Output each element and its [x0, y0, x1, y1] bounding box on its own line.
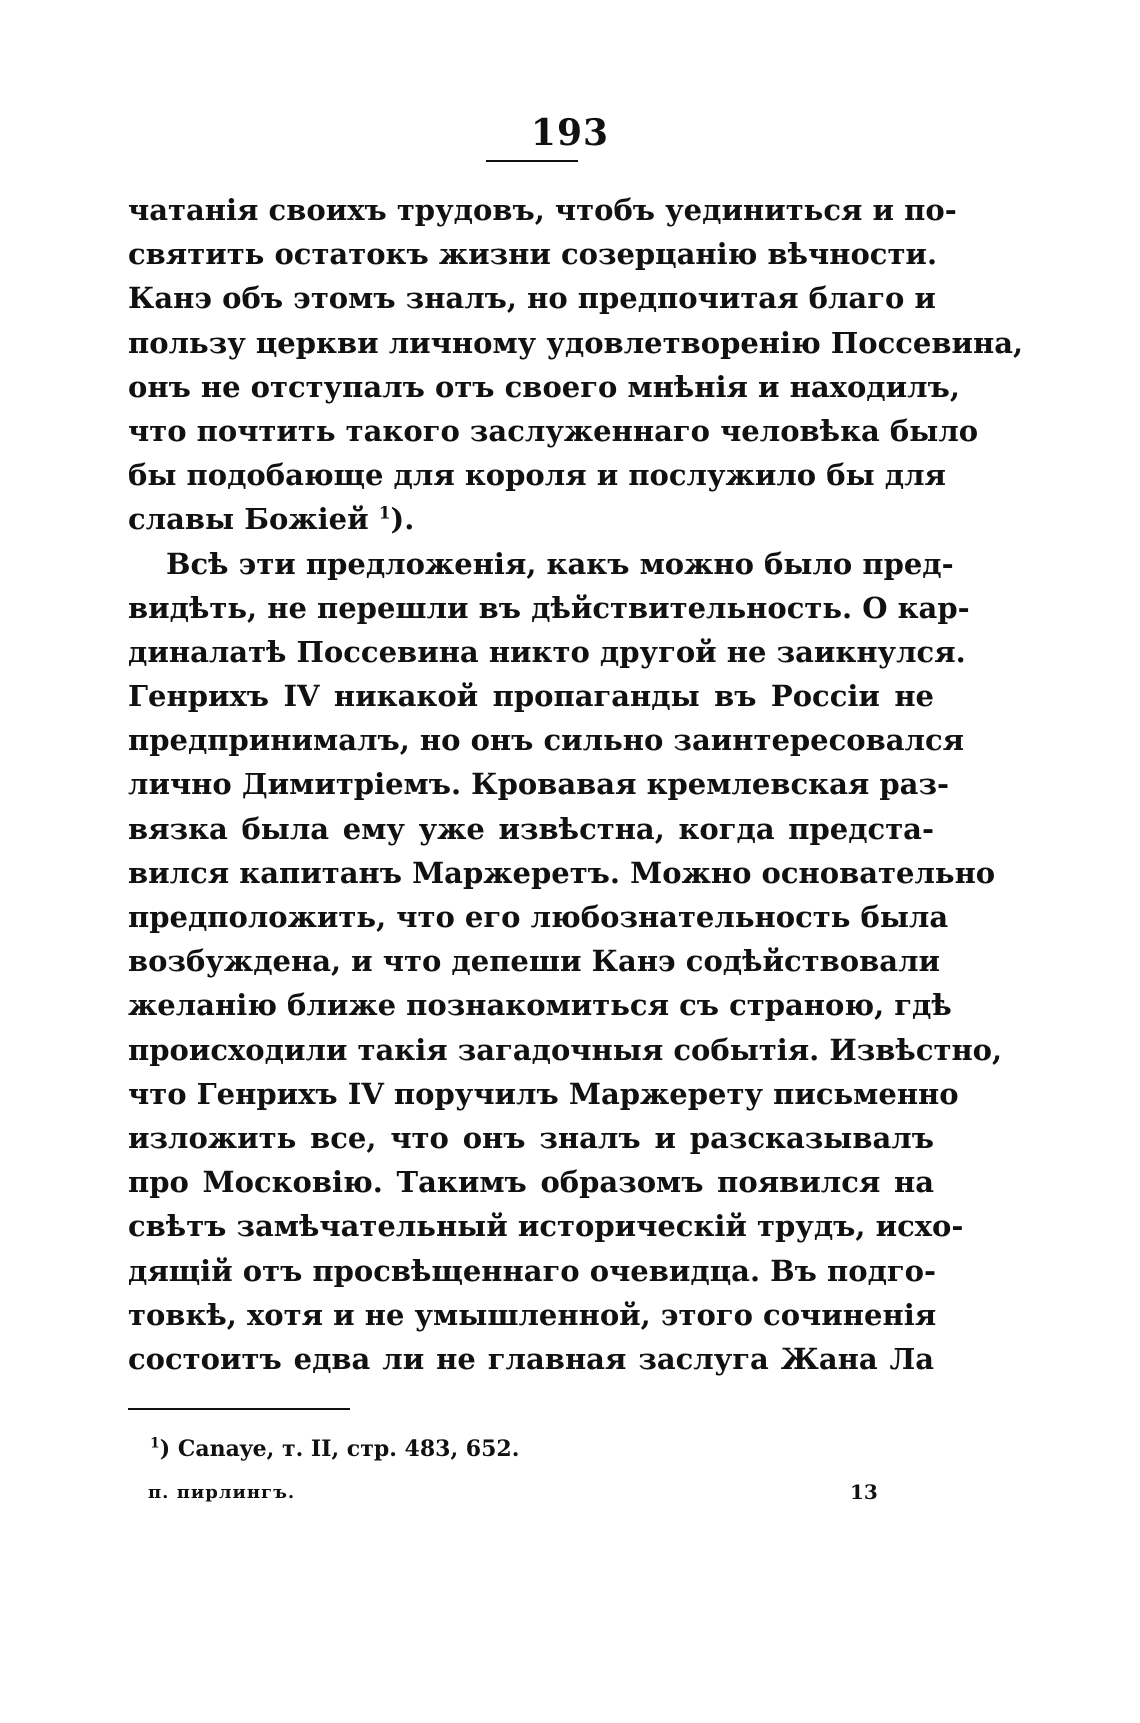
text-line: предпринималъ, но онъ сильно заинтересовался	[128, 723, 965, 758]
text-line: свѣтъ замѣчательный историческій трудъ, исхо-	[128, 1209, 964, 1244]
text-line: возбуждена, и что депеши Канэ содѣйствовали	[128, 944, 941, 979]
text-line: вязка была ему уже извѣстна, когда предста-	[128, 811, 934, 846]
footnote-reference[interactable]: 1	[378, 503, 391, 524]
text-line: онъ не отступалъ отъ своего мнѣнія и находилъ,	[128, 369, 960, 404]
text-line: Всѣ эти предложенія, какъ можно было пред-	[166, 546, 954, 581]
text-line: желанію ближе познакомиться съ страною, гдѣ	[128, 988, 952, 1023]
text-line: изложить все, что онъ зналъ и разсказывалъ	[128, 1120, 934, 1155]
text-line: лично Димитріемъ. Кровавая кремлевская раз-	[128, 767, 950, 802]
text-line: бы подобающе для короля и послужило бы для	[128, 458, 946, 493]
text-line-with-footnote-ref	[128, 497, 934, 541]
footnote-marker-paren: )	[159, 1436, 171, 1462]
text-fragment: славы Божіей	[128, 502, 379, 537]
text-line: видѣть, не перешли въ дѣйствительность. О кар-	[128, 590, 970, 625]
text-line: что Генрихъ IV поручилъ Маржерету письменно	[128, 1076, 959, 1111]
text-line: происходили такія загадочныя событія. Извѣстно,	[128, 1032, 1003, 1067]
footnote	[150, 1436, 519, 1462]
footnote-marker: 1	[150, 1435, 160, 1452]
text-line: товкѣ, хотя и не умышленной, этого сочиненія	[128, 1297, 937, 1332]
text-line: святить остатокъ жизни созерцанію вѣчности.	[128, 237, 938, 272]
text-line: что почтить такого заслуженнаго человѣка было	[128, 413, 979, 448]
footnote-text: Canaye, т. II, стр. 483, 652.	[170, 1436, 520, 1462]
text-line: вился капитанъ Маржеретъ. Можно основательно	[128, 855, 996, 890]
text-line: состоитъ едва ли не главная заслуга Жана Ла	[128, 1341, 934, 1376]
sheet-number: 13	[850, 1480, 878, 1504]
text-fragment: ).	[390, 502, 415, 537]
page-number-underline	[486, 160, 578, 162]
text-line: пользу церкви личному удовлетворенію Поссевина,	[128, 325, 1024, 360]
page-number: 193	[530, 112, 610, 154]
text-line: диналатѣ Поссевина никто другой не заикнулся.	[128, 634, 966, 669]
footnote-separator	[128, 1408, 350, 1410]
text-line: Генрихъ IV никакой пропаганды въ Россіи не	[128, 679, 934, 714]
signature-mark: п. пирлингъ.	[148, 1482, 296, 1503]
text-line: Канэ объ этомъ зналъ, но предпочитая благо и	[128, 281, 936, 316]
text-line: про Московію. Такимъ образомъ появился на	[128, 1165, 934, 1200]
text-line: чатанія своихъ трудовъ, чтобъ уединиться и по-	[128, 193, 957, 227]
text-line: дящій отъ просвѣщеннаго очевидца. Въ подго-	[128, 1253, 937, 1288]
text-line: предположить, что его любознательность была	[128, 900, 949, 934]
body-text	[128, 188, 1024, 1381]
